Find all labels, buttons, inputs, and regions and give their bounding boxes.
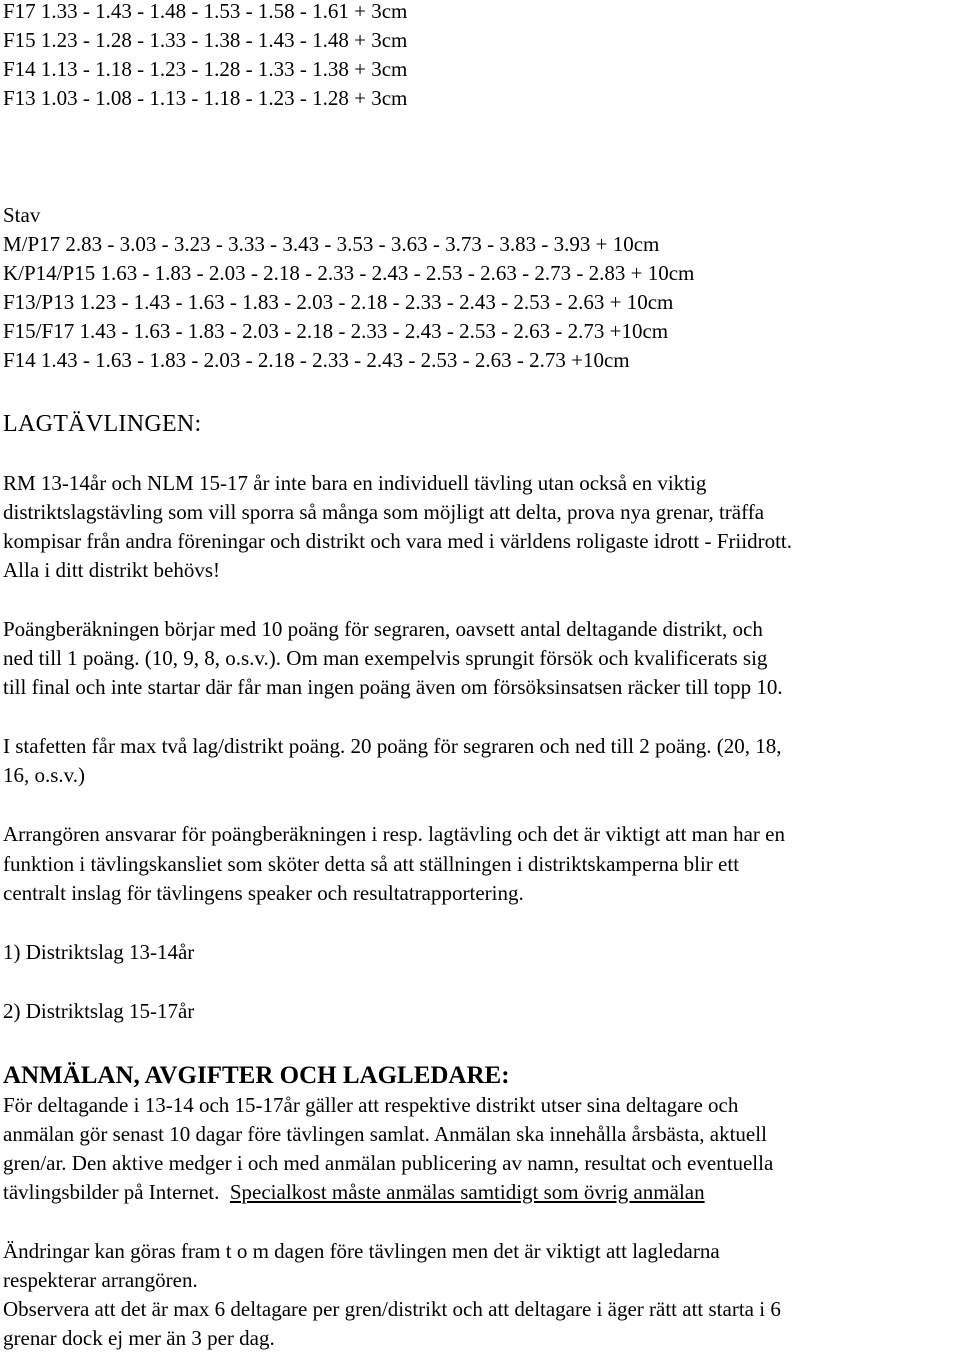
- anm-para2-line1: Ändringar kan göras fram t o m dagen före tävlingen men det är viktigt att lagledarna: [3, 1239, 720, 1263]
- list-item-distriktslag-15-17: 2) Distriktslag 15-17år: [3, 999, 195, 1023]
- lag-para3-line1: I stafetten får max två lag/distrikt poäng. 20 poäng för segraren och ned till 2 poäng. (20, 18,: [3, 734, 782, 758]
- lagtavlingen-heading: LAGTÄVLINGEN:: [3, 411, 202, 437]
- stav-title: Stav: [3, 203, 41, 227]
- lag-para1-line3: kompisar från andra föreningar och distrikt och vara med i världens roligaste idrott - Friidrott.: [3, 529, 793, 553]
- lag-para1-line2: distriktslagstävling som vill sporra så många som möjligt att delta, prova nya grenar, träffa: [3, 500, 765, 524]
- stav-row-f13p13: F13/P13 1.23 - 1.43 - 1.63 - 1.83 - 2.03 - 2.18 - 2.33 - 2.43 - 2.53 - 2.63 + 10cm: [3, 290, 674, 314]
- lag-para2-line1: Poängberäkningen börjar med 10 poäng för segraren, oavsett antal deltagande distrikt, och: [3, 617, 763, 641]
- lag-para1-line4: Alla i ditt distrikt behövs!: [3, 558, 220, 582]
- anm-para2-line4: grenar dock ej mer än 3 per dag.: [3, 1326, 275, 1350]
- lag-para2-line3: till final och inte startar där får man ingen poäng även om försöksinsatsen räcker till topp 10.: [3, 675, 783, 699]
- height-row-f17: F17 1.33 - 1.43 - 1.48 - 1.53 - 1.58 - 1.61 + 3cm: [3, 0, 408, 23]
- height-row-f14: F14 1.13 - 1.18 - 1.23 - 1.28 - 1.33 - 1.38 + 3cm: [3, 57, 408, 81]
- height-row-f15: F15 1.23 - 1.28 - 1.33 - 1.38 - 1.43 - 1.48 + 3cm: [3, 28, 408, 52]
- stav-row-f15f17: F15/F17 1.43 - 1.63 - 1.83 - 2.03 - 2.18 - 2.33 - 2.43 - 2.53 - 2.63 - 2.73 +10cm: [3, 319, 669, 343]
- stav-row-mp17: M/P17 2.83 - 3.03 - 3.23 - 3.33 - 3.43 - 3.53 - 3.63 - 3.73 - 3.83 - 3.93 + 10cm: [3, 232, 660, 256]
- anm-para2-line3: Observera att det är max 6 deltagare per gren/distrikt och att deltagare i äger rätt att starta i 6: [3, 1297, 781, 1321]
- anm-para1-line3: gren/ar. Den aktive medger i och med anmälan publicering av namn, resultat och eventuella: [3, 1151, 774, 1175]
- anm-para1-line2: anmälan gör senast 10 dagar före tävlingen samlat. Anmälan ska innehålla årsbästa, aktuell: [3, 1122, 767, 1146]
- lag-para4-line1: Arrangören ansvarar för poängberäkningen i resp. lagtävling och det är viktigt att man har en: [3, 822, 785, 846]
- anm-para2-line2: respekterar arrangören.: [3, 1268, 198, 1292]
- stav-row-kp14p15: K/P14/P15 1.63 - 1.83 - 2.03 - 2.18 - 2.33 - 2.43 - 2.53 - 2.63 - 2.73 - 2.83 + 10cm: [3, 261, 695, 285]
- lag-para4-line2: funktion i tävlingskansliet som sköter detta så att ställningen i distriktskamperna blir ett: [3, 852, 740, 876]
- anm-para1-line1: För deltagande i 13-14 och 15-17år gäller att respektive distrikt utser sina deltagare och: [3, 1093, 739, 1117]
- stav-row-f14: F14 1.43 - 1.63 - 1.83 - 2.03 - 2.18 - 2.33 - 2.43 - 2.53 - 2.63 - 2.73 +10cm: [3, 348, 630, 372]
- height-row-f13: F13 1.03 - 1.08 - 1.13 - 1.18 - 1.23 - 1.28 + 3cm: [3, 86, 408, 110]
- lag-para4-line3: centralt inslag för tävlingens speaker och resultatrapportering.: [3, 881, 524, 905]
- anmalan-heading: ANMÄLAN, AVGIFTER OCH LAGLEDARE:: [3, 1062, 510, 1089]
- lag-para1-line1: RM 13-14år och NLM 15-17 år inte bara en individuell tävling utan också en viktig: [3, 471, 707, 495]
- lag-para3-line2: 16, o.s.v.): [3, 763, 86, 787]
- anm-para1-line4: [3, 1178, 705, 1206]
- specialkost-note: Specialkost måste anmälas samtidigt som övrig anmälan: [229, 1180, 705, 1204]
- list-item-distriktslag-13-14: 1) Distriktslag 13-14år: [3, 940, 195, 964]
- anm-para1-line4-text: tävlingsbilder på Internet.: [3, 1180, 230, 1204]
- lag-para2-line2: ned till 1 poäng. (10, 9, 8, o.s.v.). Om man exempelvis sprungit försök och kvalificerats sig: [3, 646, 768, 670]
